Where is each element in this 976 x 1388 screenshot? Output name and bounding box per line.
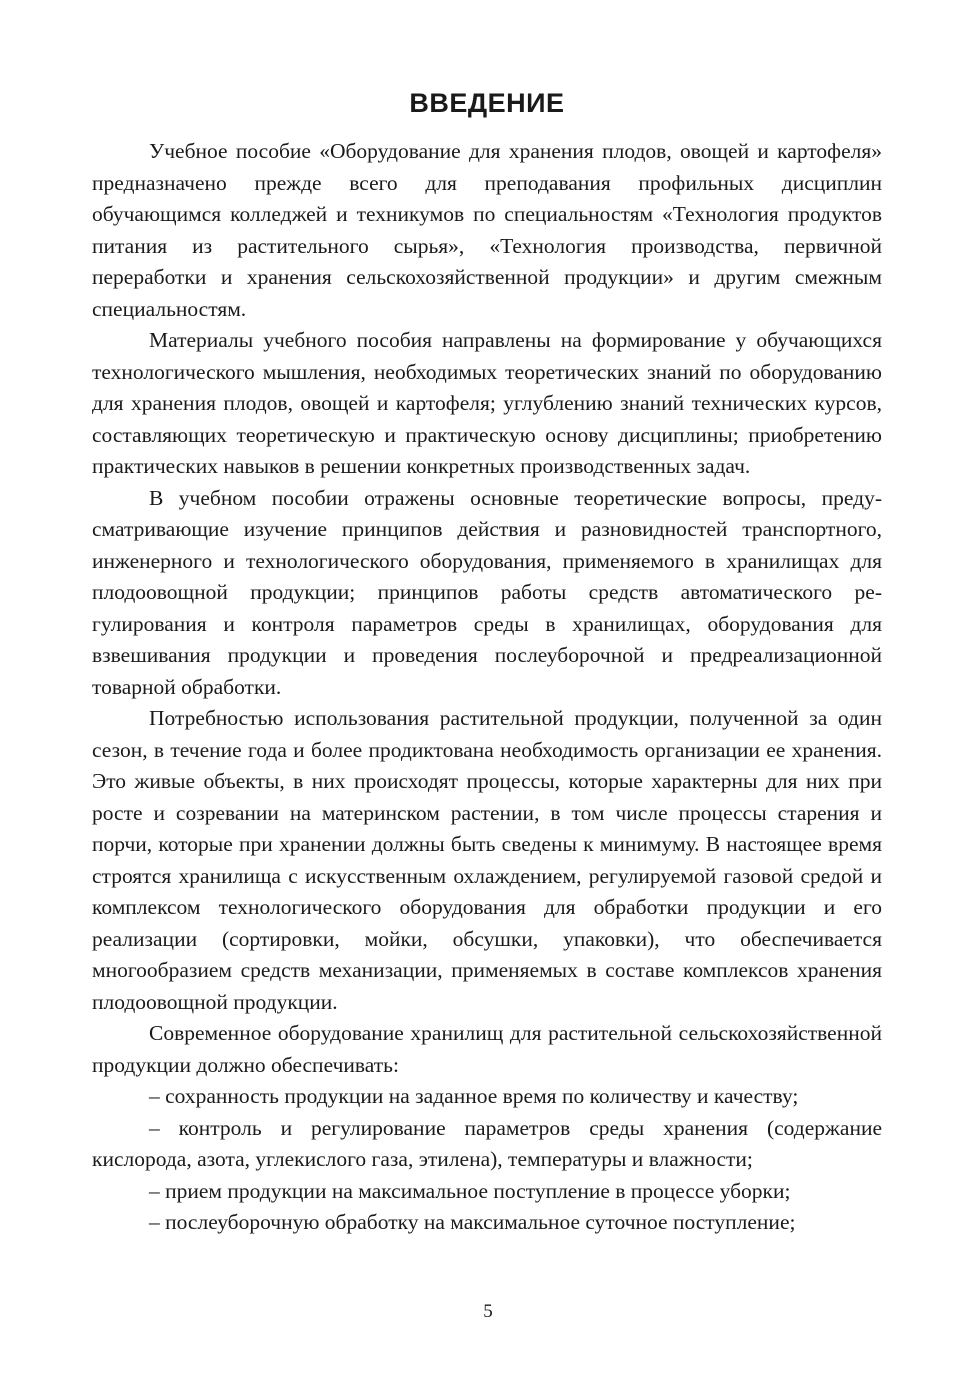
paragraph: Материалы учебного пособия направлены на формирование у обучающихся технологического мышления, необходимых теоретических знаний по оборудованию для хранения плодов, овощей и картофеля; углублению знаний технических курсов, составляющих теоретическую и практическую основу дисциплины; приобретению практических навыков в решении конкретных производственных задач.	[92, 328, 882, 478]
list-item: – послеуборочную обработку на максимальное суточное поступление;	[149, 1210, 796, 1234]
paragraph: Современное оборудование хранилищ для растительной сельскохозяйственной продукции должно обеспечивать:	[92, 1021, 882, 1077]
page-title: ВВЕДЕНИЕ	[409, 88, 565, 118]
paragraph: Учебное пособие «Оборудование для хранения плодов, овощей и картофеля» предназначено прежде всего для преподавания профильных дисциплин обучающимся колледжей и техникумов по специальностям «Технология продуктов питания из растительного сырья», «Технология производства, первичной переработки и хранения сельскохозяйственной продукции» и другим смежным специальностям.	[92, 139, 882, 321]
paragraph: Потребностью использования растительной продукции, полученной за один сезон, в течение года и более продиктована необходимость организации ее хранения. Это живые объекты, в них происходят процессы, которые характерны для них при росте и созревании на материнском растении, в том числе процессы старения и порчи, которые при хранении должны быть сведены к минимуму. В настоящее время строятся хранилища с искусственным охлаждением, регулируемой газовой средой и комплексом технологического оборудования для обработки продукции и его реализации (сортировки, мойки, обсушки, упаковки), что обеспечивается многообразием средств механизации, применяемых в составе комплексов хранения плодоовощной продукции.	[92, 706, 882, 1014]
page-number: 5	[483, 1301, 493, 1322]
list-item: – сохранность продукции на заданное время по количеству и качеству;	[149, 1084, 799, 1108]
document-page	[92, 88, 882, 1239]
list-item: – контроль и регулирование параметров среды хранения (содержание кислорода, азота, углекислого газа, этилена), температуры и влажности;	[92, 1115, 882, 1171]
paragraph: В учебном пособии отражены основные теоретические вопросы, предусматривающие изучение принципов действия и разновидностей транспортного, инженерного и технологического оборудования, применяемого в хранилищах для плодоовощной продукции; принципов работы средств автоматического регулирования и контроля параметров среды в хранилищах, оборудования для взвешивания продукции и проведения послеуборочной и предреализационной товарной обработки.	[92, 485, 882, 699]
list-item: – прием продукции на максимальное поступление в процессе уборки;	[149, 1178, 791, 1203]
document-body	[92, 136, 882, 1239]
